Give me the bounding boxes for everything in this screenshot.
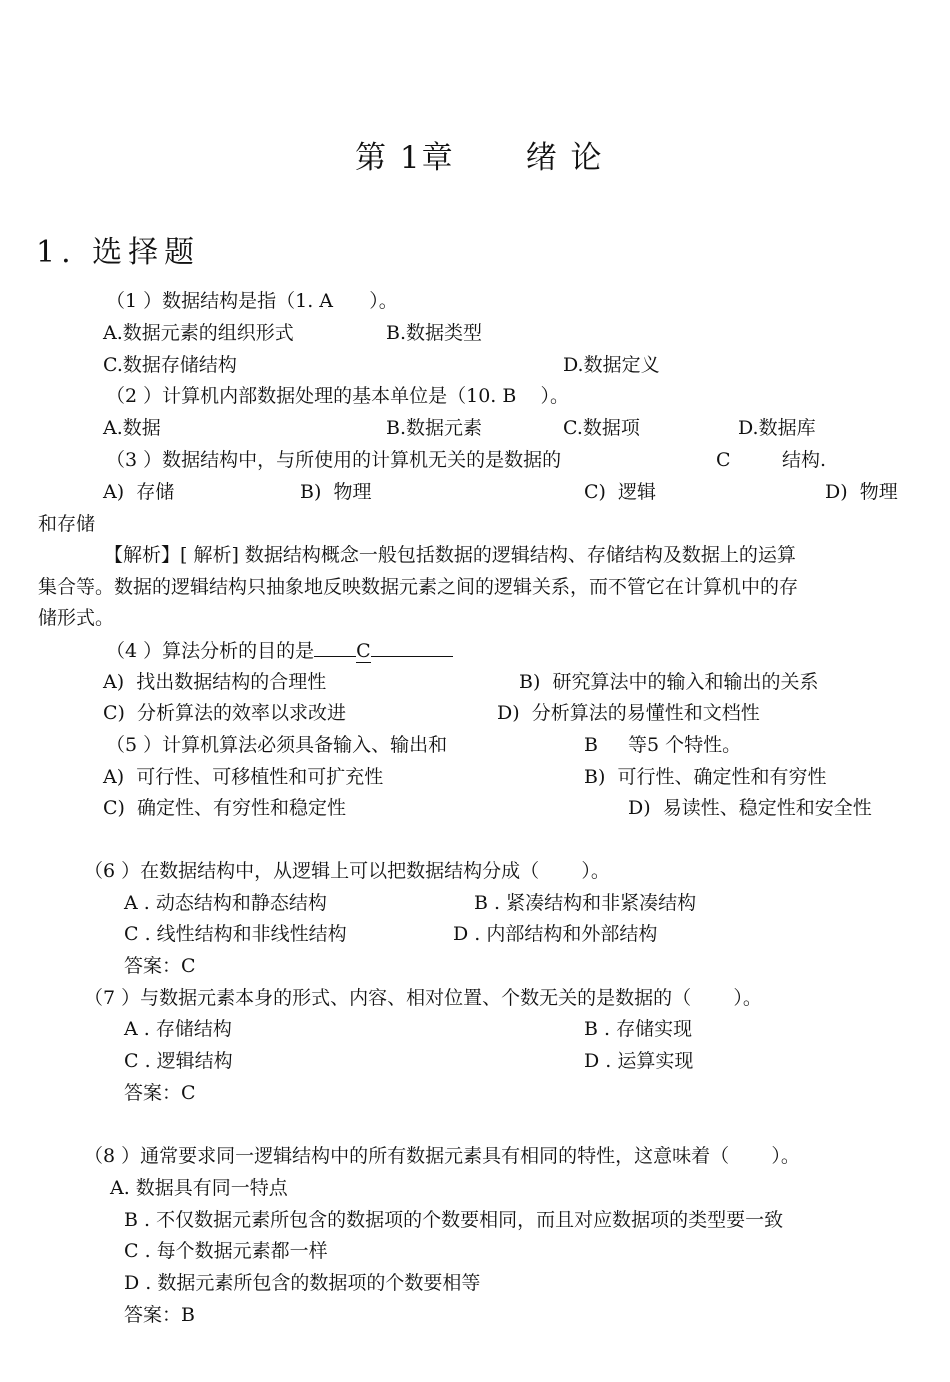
q6-option-b: B . 紧凑结构和非紧凑结构 <box>474 892 697 914</box>
q7-option-b: B . 存储实现 <box>584 1018 693 1040</box>
q2-option-d: D.数据库 <box>738 417 816 439</box>
q7-stem: （7 ）与数据元素本身的形式、内容、相对位置、个数无关的是数据的（ ）。 <box>84 987 762 1009</box>
q4-stem-text: （4 ）算法分析的目的是 <box>106 640 315 662</box>
q8-stem: （8 ）通常要求同一逻辑结构中的所有数据元素具有相同的特性，这意味着（ ）。 <box>84 1145 800 1167</box>
q8-option-c: C . 每个数据元素都一样 <box>124 1240 328 1262</box>
q2-option-b: B.数据元素 <box>386 417 483 439</box>
q5-option-b: B) 可行性、确定性和有穷性 <box>584 766 827 788</box>
q3-analysis-line1: 【解析】[ 解析] 数据结构概念一般包括数据的逻辑结构、存储结构及数据上的运算 <box>104 544 796 566</box>
q1-option-c: C.数据存储结构 <box>103 354 237 376</box>
q7-answer: 答案：C <box>124 1082 196 1104</box>
q5-option-d: D) 易读性、稳定性和安全性 <box>628 797 872 819</box>
q3-option-d: D) 物理 <box>825 481 898 503</box>
q6-stem: （6 ）在数据结构中，从逻辑上可以把数据结构分成（ ）。 <box>84 860 610 882</box>
q1-stem: （1 ）数据结构是指（1. A ）。 <box>106 290 398 312</box>
q1-option-a: A.数据元素的组织形式 <box>103 322 294 344</box>
q3-option-a: A) 存储 <box>103 481 175 503</box>
q8-answer: 答案：B <box>124 1304 195 1326</box>
q7-option-c: C . 逻辑结构 <box>124 1050 233 1072</box>
q5-answer: B <box>584 734 598 756</box>
q3-answer: C <box>716 449 731 471</box>
q5-stem: （5 ）计算机算法必须具备输入、输出和 <box>106 734 448 756</box>
q2-option-a: A.数据 <box>103 417 161 439</box>
q8-option-a: A. 数据具有同一特点 <box>110 1177 288 1199</box>
q3-stem: （3 ）数据结构中，与所使用的计算机无关的是数据的 <box>106 449 562 471</box>
q7-option-d: D . 运算实现 <box>584 1050 694 1072</box>
q5-option-c: C) 确定性、有穷性和稳定性 <box>103 797 347 819</box>
chapter-title: 第 1章 绪 论 <box>355 140 604 176</box>
q5-option-a: A) 可行性、可移植性和可扩充性 <box>103 766 384 788</box>
q7-option-a: A . 存储结构 <box>124 1018 232 1040</box>
q4-option-b: B) 研究算法中的输入和输出的关系 <box>519 671 819 693</box>
q4-option-c: C) 分析算法的效率以求改进 <box>103 702 347 724</box>
q8-option-b: B . 不仅数据元素所包含的数据项的个数要相同，而且对应数据项的类型要一致 <box>124 1209 784 1231</box>
q1-option-b: B.数据类型 <box>386 322 483 344</box>
q6-option-c: C . 线性结构和非线性结构 <box>124 923 347 945</box>
q4-option-a: A) 找出数据结构的合理性 <box>103 671 327 693</box>
q3-stem-end: 结构. <box>782 449 827 471</box>
q4-answer: C <box>356 640 371 662</box>
q4-blank-left <box>314 638 356 657</box>
q4-stem <box>106 638 453 663</box>
q2-option-c: C.数据项 <box>563 417 640 439</box>
q3-analysis-line3: 储形式。 <box>38 607 115 629</box>
q3-analysis-line2: 集合等。数据的逻辑结构只抽象地反映数据元素之间的逻辑关系，而不管它在计算机中的存 <box>38 576 799 598</box>
q6-option-d: D . 内部结构和外部结构 <box>453 923 658 945</box>
q6-answer: 答案：C <box>124 955 196 977</box>
q3-option-d-cont: 和存储 <box>38 513 96 535</box>
q8-option-d: D . 数据元素所包含的数据项的个数要相等 <box>124 1272 481 1294</box>
q1-option-d: D.数据定义 <box>563 354 660 376</box>
q4-blank-right <box>371 638 453 657</box>
q5-stem-end: 等5 个特性。 <box>628 734 742 756</box>
q4-option-d: D) 分析算法的易懂性和文档性 <box>497 702 760 724</box>
section-title: 1. 选择题 <box>36 235 201 270</box>
q2-stem: （2 ）计算机内部数据处理的基本单位是（10. B ）。 <box>106 385 570 407</box>
q3-option-b: B) 物理 <box>300 481 372 503</box>
q6-option-a: A . 动态结构和静态结构 <box>124 892 327 914</box>
q3-option-c: C) 逻辑 <box>584 481 657 503</box>
